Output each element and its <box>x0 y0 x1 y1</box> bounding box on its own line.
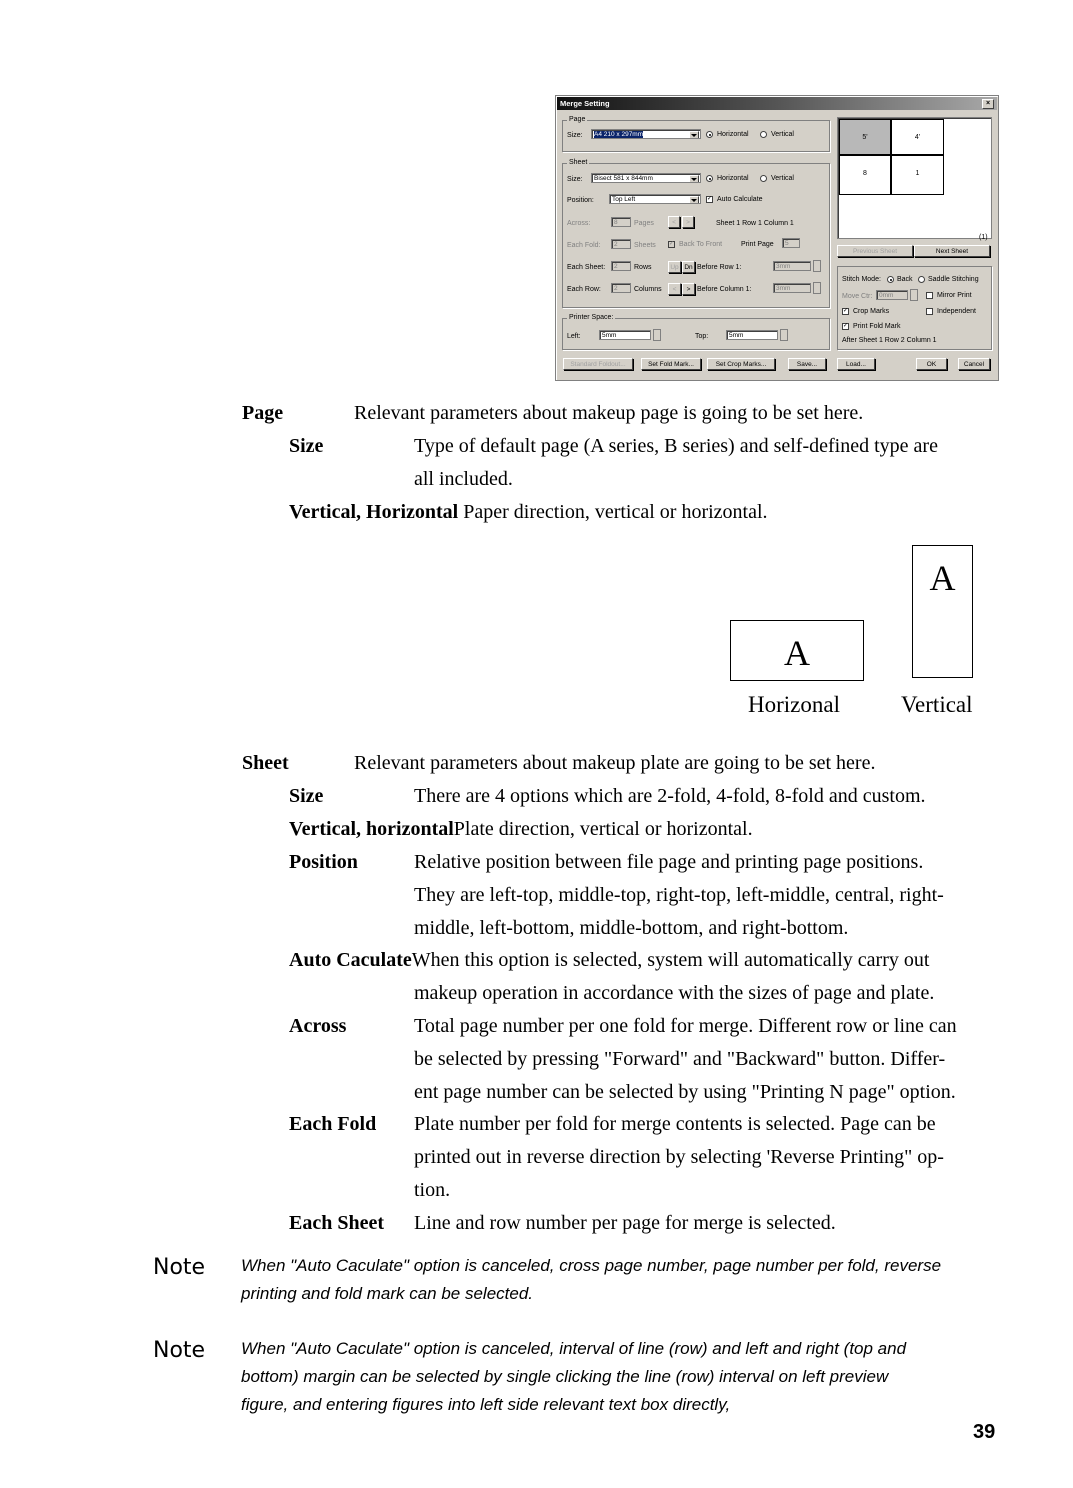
mirror-print-label: Mirror Print <box>937 292 972 299</box>
crop-marks-checkbox[interactable]: ✓ <box>843 308 849 314</box>
note-text: When "Auto Caculate" option is canceled, cross page number, page number per fold, reverse <box>241 1256 942 1275</box>
sheet-size-select[interactable] <box>591 173 701 183</box>
page-direction-desc: Paper direction, vertical or horizontal. <box>458 501 768 523</box>
page-size-select[interactable] <box>591 129 701 139</box>
chevron-down-icon[interactable] <box>689 131 699 139</box>
position-desc-2: They are left-top, middle-top, right-top, left-middle, central, right- <box>414 884 944 906</box>
set-fold-mark-button[interactable]: Set Fold Mark... <box>641 358 701 370</box>
sheet-info-label: Sheet 1 Row 1 Column 1 <box>716 220 794 227</box>
each-fold-desc-3: tion. <box>414 1179 451 1201</box>
note-text: bottom) margin can be selected by single clicking the line (row) interval on left preview <box>241 1367 889 1386</box>
auto-calc-line <box>289 947 929 973</box>
sheet-horizontal-radio[interactable] <box>706 175 713 182</box>
chevron-down-icon[interactable] <box>689 175 699 183</box>
each-fold-term: Each Fold <box>289 1113 377 1135</box>
ok-button[interactable]: OK <box>916 358 947 370</box>
each-fold-input[interactable]: 2 <box>611 239 631 249</box>
horizontal-letter: A <box>784 633 810 673</box>
up-button[interactable]: Up <box>668 261 681 273</box>
vertical-caption: Vertical <box>901 692 973 717</box>
saddle-stitching-radio[interactable] <box>918 276 925 283</box>
left-column-button[interactable]: < <box>668 283 681 295</box>
vertical-page-figure <box>912 545 973 678</box>
each-fold-desc-2: printed out in reverse direction by selecting 'Reverse Printing" op- <box>414 1146 944 1168</box>
each-sheet-label: Each Sheet: <box>567 264 606 271</box>
set-crop-marks-button[interactable]: Set Crop Marks... <box>707 358 775 370</box>
back-to-front-checkbox[interactable]: ✓ <box>669 241 675 247</box>
vertical-letter: A <box>929 558 956 598</box>
note-label: Note <box>153 1338 206 1363</box>
stitch-back-radio[interactable] <box>887 276 894 283</box>
dn-button[interactable]: Dn <box>682 261 695 273</box>
before-column-spinner[interactable] <box>813 282 821 294</box>
dialog-title: Merge Setting <box>560 99 610 108</box>
independent-checkbox[interactable] <box>926 308 933 315</box>
print-page-input[interactable]: 5 <box>782 238 800 248</box>
backward-button[interactable]: < <box>668 216 680 228</box>
before-row-spinner[interactable] <box>813 260 821 272</box>
sheet-size-label: Size: <box>567 176 583 183</box>
across-desc-1: Total page number per one fold for merge. Different row or line can <box>414 1015 957 1037</box>
page-vertical-radio[interactable] <box>760 131 767 138</box>
each-row-input[interactable]: 2 <box>611 283 631 293</box>
back-to-front-label: Back To Front <box>679 241 723 248</box>
crop-marks-label: Crop Marks <box>853 308 890 315</box>
standard-foldout-button[interactable]: Standard Foldout... <box>563 358 633 370</box>
sheet-vertical-radio[interactable] <box>760 175 767 182</box>
printer-left-spinner[interactable] <box>653 329 661 341</box>
before-column-input[interactable]: 3mm <box>773 283 811 293</box>
preview-cell[interactable]: 5' <box>839 119 891 155</box>
mirror-print-checkbox[interactable] <box>926 292 933 299</box>
across-term: Across <box>289 1015 347 1037</box>
each-fold-desc-1: Plate number per fold for merge contents is selected. Page can be <box>414 1113 936 1135</box>
page-number: 39 <box>973 1421 996 1443</box>
page-size-desc-1: Type of default page (A series, B series) and self-defined type are <box>414 435 938 457</box>
print-fold-mark-label: Print Fold Mark <box>853 323 901 330</box>
next-sheet-button[interactable]: Next Sheet <box>914 245 990 257</box>
auto-calculate-checkbox[interactable]: ✓ <box>707 196 713 202</box>
merge-setting-dialog <box>555 95 999 381</box>
previous-sheet-button[interactable]: Previous Sheet <box>837 245 913 257</box>
page-direction-term: Vertical, Horizontal <box>289 501 459 523</box>
position-select[interactable] <box>609 194 701 204</box>
across-label: Across: <box>567 220 591 227</box>
before-row-label: Before Row 1: <box>697 264 742 271</box>
each-sheet-desc: Line and row number per page for merge is selected. <box>414 1212 836 1234</box>
position-value: Top Left <box>612 196 636 203</box>
page-group-title: Page <box>569 116 586 123</box>
printer-top-spinner[interactable] <box>780 329 788 341</box>
sheet-intro: Relevant parameters about makeup plate are going to be set here. <box>354 752 876 774</box>
across-desc-2: be selected by pressing "Forward" and "Backward" button. Differ- <box>414 1048 946 1070</box>
horizontal-page-figure <box>730 620 864 681</box>
printer-top-label: Top: <box>695 333 709 340</box>
print-fold-mark-checkbox[interactable]: ✓ <box>843 323 849 329</box>
rows-label: Rows <box>634 264 652 271</box>
note-label: Note <box>153 1255 206 1280</box>
each-row-label: Each Row: <box>567 286 601 293</box>
before-row-input[interactable]: 3mm <box>773 261 811 271</box>
sheet-group-title: Sheet <box>569 159 588 166</box>
pages-label: Pages <box>634 220 654 227</box>
page-size-term: Size <box>289 435 324 457</box>
page-vertical-label: Vertical <box>771 131 794 138</box>
auto-calc-term: Auto Caculate <box>289 949 412 971</box>
print-page-label: Print Page <box>741 241 774 248</box>
across-desc-3: ent page number can be selected by using "Printing N page" option. <box>414 1081 956 1103</box>
columns-label: Columns <box>634 286 662 293</box>
sheets-label: Sheets <box>634 242 656 249</box>
page-heading: Page <box>242 402 284 424</box>
cancel-button[interactable]: Cancel <box>958 358 990 370</box>
page-intro: Relevant parameters about makeup page is going to be set here. <box>354 402 864 424</box>
note-text: printing and fold mark can be selected. <box>241 1284 534 1303</box>
right-column-button[interactable]: > <box>682 283 695 295</box>
before-column-label: Before Column 1: <box>697 286 752 293</box>
page-size-value: A4 210 x 297mm <box>594 131 644 138</box>
printer-space-title: Printer Space: <box>569 314 614 321</box>
auto-calc-desc-1: When this option is selected, system will automatically carry out <box>411 949 930 971</box>
horizontal-caption: Horizonal <box>748 692 840 717</box>
stitch-mode-label: Stitch Mode: <box>842 276 881 283</box>
move-ctr-input[interactable]: 0mm <box>876 290 908 300</box>
printer-left-label: Left: <box>567 333 581 340</box>
page-direction-line <box>289 499 768 525</box>
auto-calculate-label: Auto Calculate <box>717 196 763 203</box>
after-sheet-label: After Sheet 1 Row 2 Column 1 <box>842 337 937 344</box>
each-sheet-term: Each Sheet <box>289 1212 384 1234</box>
load-button[interactable]: Load... <box>837 358 875 370</box>
sheet-heading: Sheet <box>242 752 289 774</box>
chevron-down-icon[interactable] <box>689 196 699 204</box>
each-fold-label: Each Fold: <box>567 242 601 249</box>
forward-button[interactable]: > <box>682 216 694 228</box>
position-desc-3: middle, left-bottom, middle-bottom, and right-bottom. <box>414 917 849 939</box>
close-icon[interactable]: × <box>982 99 994 109</box>
each-sheet-input[interactable]: 2 <box>611 261 631 271</box>
page-horizontal-radio[interactable] <box>706 131 713 138</box>
preview-cell[interactable]: 1 <box>891 155 944 195</box>
sheet-horizontal-label: Horizontal <box>717 175 749 182</box>
saddle-stitching-label: Saddle Stitching <box>928 276 979 283</box>
sheet-direction-desc: Plate direction, vertical or horizontal. <box>453 818 753 840</box>
preview-cell[interactable]: 8 <box>839 155 891 195</box>
page-size-label: Size: <box>567 132 583 139</box>
sheet-vertical-label: Vertical <box>771 175 794 182</box>
position-desc-1: Relative position between file page and printing page positions. <box>414 851 924 873</box>
stitch-back-label: Back <box>897 276 913 283</box>
sheet-number: (1) <box>979 234 988 241</box>
preview-cell[interactable]: 4' <box>891 119 944 155</box>
printer-left-input[interactable]: 5mm <box>599 330 651 340</box>
dialog-titlebar <box>557 97 997 110</box>
position-label: Position: <box>567 197 594 204</box>
across-input[interactable]: 8 <box>611 217 631 227</box>
sheet-direction-term: Vertical, horizontal <box>289 818 454 840</box>
save-button[interactable]: Save... <box>788 358 826 370</box>
page-size-desc-2: all included. <box>414 468 513 490</box>
sheet-size-desc: There are 4 options which are 2-fold, 4-fold, 8-fold and custom. <box>414 785 926 807</box>
move-ctr-spinner[interactable] <box>910 289 918 301</box>
note-text: figure, and entering figures into left side relevant text box directly, <box>241 1395 731 1414</box>
printer-top-input[interactable]: 5mm <box>726 330 778 340</box>
move-ctr-label: Move Ctr: <box>842 293 873 300</box>
position-term: Position <box>289 851 358 873</box>
independent-label: Independent <box>937 308 976 315</box>
sheet-direction-line <box>289 816 753 842</box>
sheet-size-value: Bisect 581 x 844mm <box>594 175 653 182</box>
auto-calc-desc-2: makeup operation in accordance with the sizes of page and plate. <box>414 982 935 1004</box>
sheet-size-term: Size <box>289 785 324 807</box>
note-text: When "Auto Caculate" option is canceled, interval of line (row) and left and right (top and <box>241 1339 907 1358</box>
page-horizontal-label: Horizontal <box>717 131 749 138</box>
